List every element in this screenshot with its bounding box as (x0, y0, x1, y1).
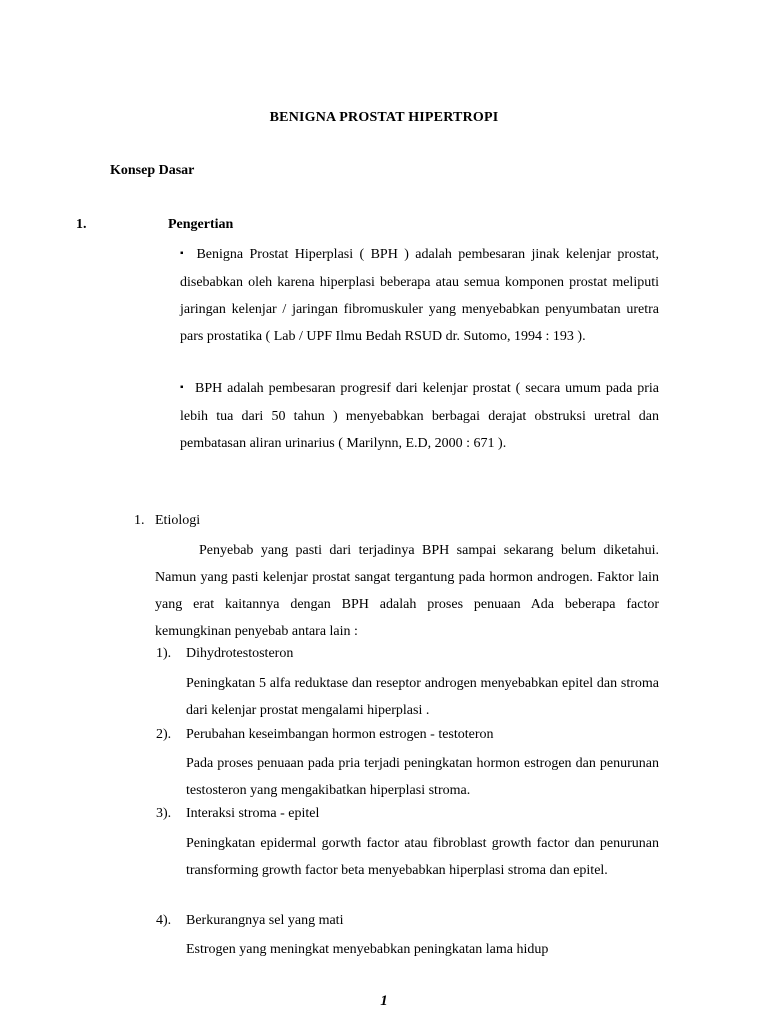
list-item-body: Pada proses penuaan pada pria terjadi peningkatan hormon estrogen dan penurunan testosteron yang mengakibatkan hiperplasi stroma. (186, 756, 659, 798)
list-item-title: Dihydrotestosteron (186, 646, 294, 661)
list-item-number: 3). (156, 806, 172, 821)
bullet-text: BPH adalah pembesaran progresif dari kelenjar prostat ( secara umum pada pria lebih tua dari 50 tahun ) menyebabkan berbagai derajat obstruksi uretral dan pembatasan aliran urinarius ( Marilynn, E.D, 2000 : 671 ). (180, 381, 659, 451)
section-heading-konsep: Konsep Dasar (110, 163, 195, 178)
list-item-number: 4). (156, 913, 172, 928)
list-item-body: Peningkatan 5 alfa reduktase dan reseptor androgen menyebabkan epitel dan stroma dari kelenjar prostat mengalami hiperplasi . (186, 676, 659, 718)
bullet-paragraph (180, 241, 659, 350)
section-number: 1. (76, 217, 87, 232)
bullet-text: Benigna Prostat Hiperplasi ( BPH ) adalah pembesaran jinak kelenjar prostat, disebabkan oleh karena hiperplasi beberapa atau semua komponen prostat meliputi jaringan kelenjar / jaringan fibromuskuler yang menyebabkan penyumbatan uretra pars prostatika ( Lab / UPF Ilmu Bedah RSUD dr. Sutomo, 1994 : 193 ). (180, 247, 659, 344)
list-item-number: 2). (156, 727, 172, 742)
bullet-paragraph (180, 375, 659, 457)
list-item-body: Estrogen yang meningkat menyebabkan peningkatan lama hidup (186, 942, 549, 957)
list-item-title: Berkurangnya sel yang mati (186, 913, 344, 928)
list-item-title: Interaksi stroma - epitel (186, 806, 320, 821)
document-title: BENIGNA PROSTAT HIPERTROPI (269, 110, 499, 125)
page-number: 1 (380, 993, 388, 1009)
list-item-body: Peningkatan epidermal gorwth factor atau fibroblast growth factor dan penurunan transforming growth factor beta menyebabkan hiperplasi stroma dan epitel. (186, 836, 659, 878)
bullet-square-icon: ▪ (180, 382, 185, 393)
bullet-square-icon: ▪ (180, 248, 187, 259)
etiologi-number: 1. (134, 513, 145, 528)
etiologi-intro: Penyebab yang pasti dari terjadinya BPH sampai sekarang belum diketahui. Namun yang pasti kelenjar prostat sangat tergantung pada hormon androgen. Faktor lain yang erat kaitannya dengan BPH adalah proses penuaan Ada beberapa factor kemungkinan penyebab antara lain : (155, 543, 659, 639)
section-title-pengertian: Pengertian (168, 217, 234, 232)
list-item-title: Perubahan keseimbangan hormon estrogen - testoteron (186, 727, 494, 742)
etiologi-title: Etiologi (155, 513, 201, 528)
list-item-number: 1). (156, 646, 172, 661)
